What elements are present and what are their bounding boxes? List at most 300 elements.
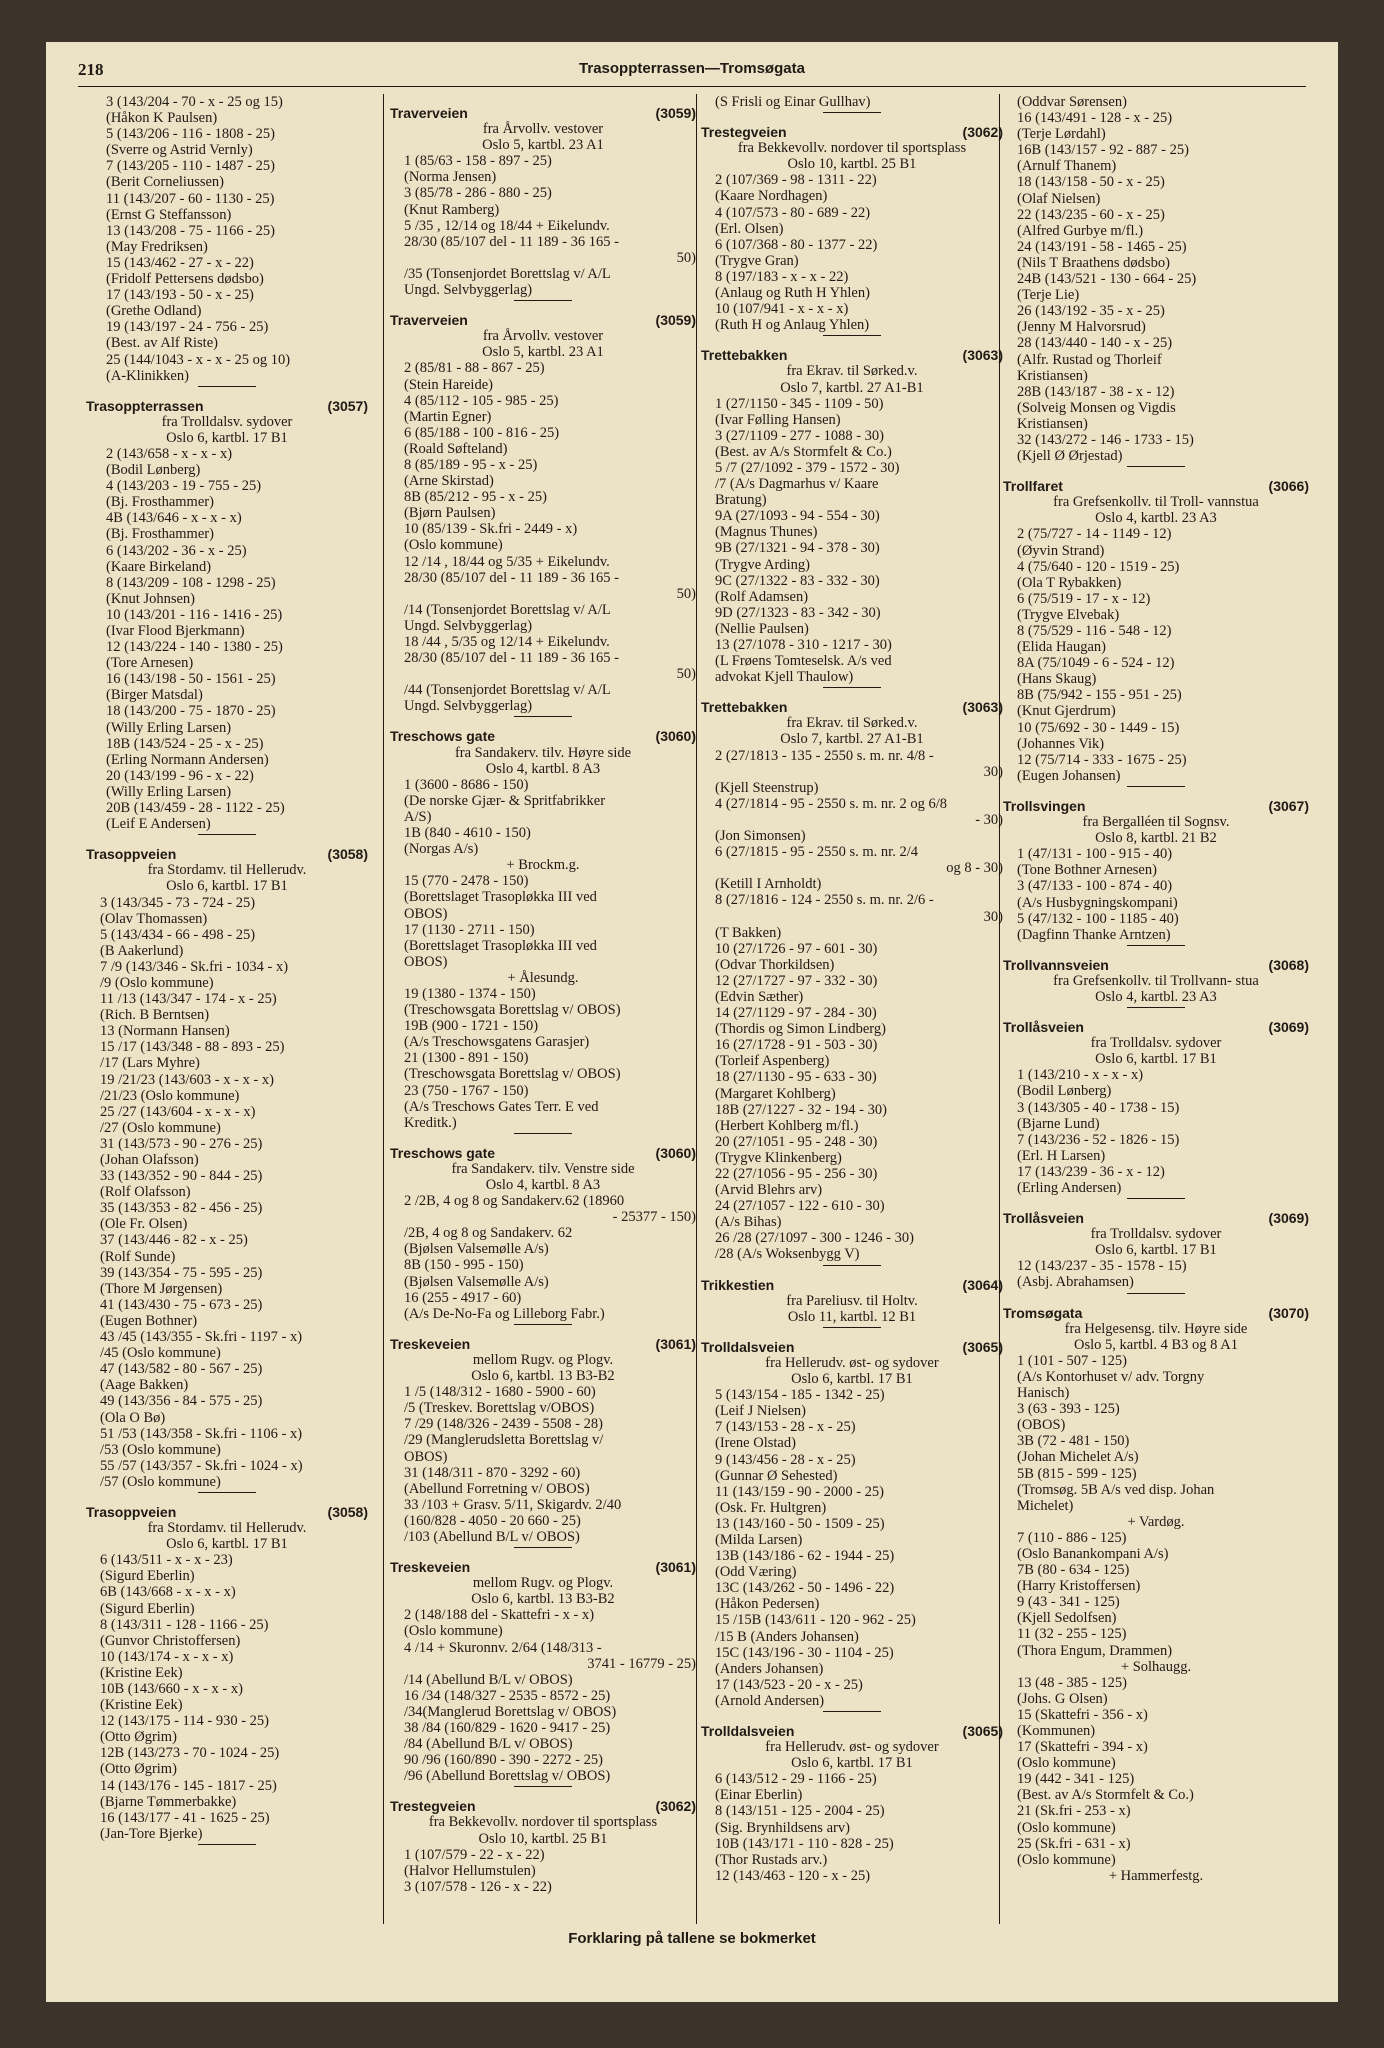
property-entry: 15 /17 (143/348 - 88 - 893 - 25) bbox=[100, 1039, 285, 1056]
property-entry: (Bj. Frosthammer) bbox=[106, 494, 214, 511]
property-entry: (Kjell Steenstrup) bbox=[715, 779, 819, 796]
street-description: fra Trolldalsv. sydover bbox=[1090, 1226, 1222, 1243]
property-entry: 17 (143/239 - 36 - x - 12) bbox=[1017, 1163, 1165, 1180]
property-entry: 30) bbox=[983, 908, 1003, 925]
property-entry: - 30) bbox=[975, 811, 1003, 828]
property-entry: (Kommunen) bbox=[1017, 1723, 1096, 1739]
property-entry: 3 (85/78 - 286 - 880 - 25) bbox=[404, 185, 552, 202]
section-divider bbox=[514, 1547, 572, 1548]
property-entry: (Johan Michelet A/s) bbox=[1017, 1449, 1139, 1466]
property-entry: 31 (148/311 - 870 - 3292 - 60) bbox=[404, 1464, 581, 1481]
property-entry: 1 (107/579 - 22 - x - 22) bbox=[404, 1846, 545, 1863]
property-entry: (Fridolf Pettersens dødsbo) bbox=[106, 271, 264, 288]
property-entry: 7 (143/236 - 52 - 1826 - 15) bbox=[1017, 1131, 1180, 1148]
street-heading bbox=[701, 124, 1003, 140]
property-entry: (Torleif Aspenberg) bbox=[715, 1053, 830, 1070]
street-name: Trollvannsveien bbox=[1003, 956, 1109, 973]
property-entry: /29 (Manglerudsletta Borettslag v/ bbox=[404, 1432, 604, 1449]
street-description: mellom Rugv. og Plogv. bbox=[472, 1351, 614, 1368]
street-name: Trasoppveien bbox=[86, 846, 177, 863]
street-description: fra Bekkevollv. nordover til sportsplass bbox=[428, 1814, 658, 1831]
property-entry: 1 (101 - 507 - 125) bbox=[1017, 1352, 1127, 1369]
property-entry: (Johan Olafsson) bbox=[100, 1152, 199, 1168]
property-entry: A/S) bbox=[404, 808, 432, 825]
property-entry: 10 (107/941 - x - x - x) bbox=[715, 301, 849, 318]
property-entry: 8 (85/189 - 95 - x - 25) bbox=[404, 456, 538, 473]
property-entry: (Håkon K Paulsen) bbox=[106, 110, 218, 127]
street-name: Trestegveien bbox=[390, 1798, 476, 1815]
street-code: (3067) bbox=[1268, 797, 1309, 814]
property-entry: /34(Manglerud Borettslag v/ OBOS) bbox=[404, 1703, 617, 1720]
property-entry: 55 /57 (143/357 - Sk.fri - 1024 - x) bbox=[100, 1457, 303, 1474]
property-entry: 16 /34 (148/327 - 2535 - 8572 - 25) bbox=[404, 1687, 611, 1704]
street-heading bbox=[390, 1798, 696, 1814]
property-entry: (Bodil Lønberg) bbox=[106, 462, 201, 479]
property-entry: 22 (27/1056 - 95 - 256 - 30) bbox=[715, 1166, 878, 1182]
property-entry: (Oslo kommune) bbox=[1017, 1755, 1116, 1772]
property-entry: (A/s Kontorhuset v/ adv. Torgny bbox=[1017, 1368, 1205, 1385]
property-entry: (Magnus Thunes) bbox=[715, 524, 818, 541]
property-entry: (Knut Gjerdrum) bbox=[1017, 703, 1116, 720]
property-entry: (Willy Erling Larsen) bbox=[106, 783, 232, 800]
property-entry: (A-Klinikken) bbox=[106, 367, 189, 384]
street-code: (3058) bbox=[327, 1503, 368, 1520]
property-entry: 15 (770 - 2478 - 150) bbox=[404, 873, 529, 890]
property-entry: 50) bbox=[676, 666, 696, 683]
property-entry: (Hans Skaug) bbox=[1017, 671, 1097, 688]
property-entry: (Bjarne Tømmerbakke) bbox=[100, 1793, 237, 1810]
property-entry: 16 (143/491 - 128 - x - 25) bbox=[1017, 110, 1173, 127]
property-entry: 2 (143/658 - x - x - x) bbox=[106, 445, 233, 462]
property-entry: 10B (143/171 - 110 - 828 - 25) bbox=[715, 1835, 894, 1852]
property-entry: 8B (85/212 - 95 - x - 25) bbox=[404, 489, 547, 506]
property-entry: (Harry Kristoffersen) bbox=[1017, 1578, 1141, 1595]
street-description: fra Sandakerv. tilv. Venstre side bbox=[451, 1160, 635, 1177]
property-entry: 25 /27 (143/604 - x - x - x) bbox=[100, 1103, 256, 1120]
column-2 bbox=[390, 94, 696, 1924]
section-divider bbox=[1127, 1198, 1185, 1199]
street-code: (3058) bbox=[327, 846, 368, 863]
property-entry: 9D (27/1323 - 83 - 342 - 30) bbox=[715, 604, 881, 621]
property-entry: 18B (27/1227 - 32 - 194 - 30) bbox=[715, 1101, 887, 1118]
property-entry: 38 /84 (160/829 - 1620 - 9417 - 25) bbox=[404, 1720, 611, 1736]
property-entry: 15C (143/196 - 30 - 1104 - 25) bbox=[715, 1644, 894, 1661]
property-entry: (Thordis og Simon Lindberg) bbox=[715, 1021, 886, 1038]
property-entry: Ungd. Selvbyggerlag) bbox=[404, 698, 533, 715]
street-name: Traverveien bbox=[390, 105, 468, 121]
street-code: (3060) bbox=[655, 1144, 696, 1161]
property-entry: (Treschowsgata Borettslag v/ OBOS) bbox=[404, 1002, 621, 1019]
property-entry: 9C (27/1322 - 83 - 332 - 30) bbox=[715, 572, 880, 589]
property-entry: 8 (143/209 - 108 - 1298 - 25) bbox=[106, 574, 276, 591]
property-entry: 8 (75/529 - 116 - 548 - 12) bbox=[1017, 623, 1172, 639]
property-entry: (Best. av Alf Riste) bbox=[106, 335, 218, 352]
property-entry: (Oddvar Sørensen) bbox=[1017, 94, 1127, 110]
property-entry: (Arne Skirstad) bbox=[404, 473, 494, 490]
street-heading bbox=[1003, 1210, 1309, 1226]
property-entry: /96 (Abellund Borettslag v/ OBOS) bbox=[404, 1768, 611, 1785]
property-entry: (Øyvin Strand) bbox=[1017, 542, 1105, 559]
property-entry: 21 (1300 - 891 - 150) bbox=[404, 1050, 529, 1067]
street-name: Traverveien bbox=[390, 312, 468, 329]
property-entry: (Erling Andersen) bbox=[1017, 1180, 1122, 1196]
street-description: fra Årvollv. vestover bbox=[482, 328, 604, 345]
property-entry: (A/s Treschowsgatens Garasjer) bbox=[404, 1034, 590, 1051]
section-divider bbox=[823, 1711, 881, 1712]
property-entry: (Herbert Kohlberg m/fl.) bbox=[715, 1117, 859, 1134]
property-entry: 28/30 (85/107 del - 11 189 - 36 165 - bbox=[404, 650, 619, 667]
property-entry: (Olav Thomassen) bbox=[100, 910, 208, 927]
property-entry: (Abellund Forretning v/ OBOS) bbox=[404, 1480, 590, 1497]
property-entry: 4 (27/1814 - 95 - 2550 s. m. nr. 2 og 6/8 bbox=[715, 795, 947, 812]
property-entry: /7 (A/s Dagmarhus v/ Kaare bbox=[715, 476, 879, 493]
property-entry: 12 /14 , 18/44 og 5/35 + Eikelundv. bbox=[404, 553, 610, 570]
header-rule bbox=[78, 86, 1306, 87]
property-entry: 10 (143/201 - 116 - 1416 - 25) bbox=[106, 606, 283, 623]
street-name: Treschows gate bbox=[390, 1144, 496, 1161]
street-description: fra Bergalléen til Sognsv. bbox=[1082, 814, 1230, 831]
property-entry: 18 (143/158 - 50 - x - 25) bbox=[1017, 174, 1165, 191]
property-entry: 18 /44 , 5/35 og 12/14 + Eikelundv. bbox=[404, 634, 610, 650]
property-entry: (Halvor Hellumstulen) bbox=[404, 1862, 536, 1879]
street-name: Trestegveien bbox=[701, 124, 787, 141]
property-entry: 5 /7 (27/1092 - 379 - 1572 - 30) bbox=[715, 459, 900, 476]
street-description: fra Stordamv. til Hellerudv. bbox=[147, 862, 307, 879]
street-description: fra Trolldalsv. sydover bbox=[161, 413, 293, 430]
property-entry: 9 (143/456 - 28 - x - 25) bbox=[715, 1451, 856, 1468]
street-description: Oslo 4, kartbl. 23 A3 bbox=[1095, 510, 1217, 527]
street-description: Oslo 6, kartbl. 17 B1 bbox=[791, 1755, 913, 1772]
property-entry: (Otto Øgrim) bbox=[100, 1729, 177, 1746]
street-heading bbox=[1003, 1019, 1309, 1035]
property-entry: (Trygve Gran) bbox=[715, 252, 799, 269]
property-entry: 28/30 (85/107 del - 11 189 - 36 165 - bbox=[404, 233, 619, 250]
street-description: Oslo 6, kartbl. 17 B1 bbox=[166, 878, 288, 895]
property-entry: 13C (143/262 - 50 - 1496 - 22) bbox=[715, 1580, 895, 1597]
property-entry: 10 (27/1726 - 97 - 601 - 30) bbox=[715, 940, 878, 957]
street-description: + Vardøg. bbox=[1127, 1513, 1185, 1530]
property-entry: 8A (75/1049 - 6 - 524 - 12) bbox=[1017, 655, 1175, 672]
street-heading bbox=[390, 312, 696, 328]
property-entry: (Jenny M Halvorsrud) bbox=[1017, 319, 1146, 336]
property-entry: 5 (143/434 - 66 - 498 - 25) bbox=[100, 926, 256, 943]
property-entry: /5 (Treskev. Borettslag v/OBOS) bbox=[404, 1400, 595, 1417]
street-name: Trasoppveien bbox=[86, 1503, 177, 1520]
section-divider bbox=[1127, 945, 1185, 946]
property-entry: 26 /28 (27/1097 - 300 - 1246 - 30) bbox=[715, 1230, 914, 1247]
property-entry: (L Frøens Tomteselsk. A/s ved bbox=[715, 653, 892, 670]
property-entry: advokat Kjell Thaulow) bbox=[715, 669, 854, 686]
property-entry: (Stein Hareide) bbox=[404, 376, 493, 393]
street-description: fra Årvollv. vestover bbox=[482, 121, 604, 138]
section-divider bbox=[514, 1133, 572, 1134]
street-name: Treskeveien bbox=[390, 1335, 471, 1352]
street-description: fra Ekrav. til Sørked.v. bbox=[786, 715, 918, 732]
property-entry: (Nils T Braathens dødsbo) bbox=[1017, 254, 1170, 271]
property-entry: (Johannes Vik) bbox=[1017, 735, 1105, 752]
street-heading bbox=[390, 1336, 696, 1352]
property-entry: /45 (Oslo kommune) bbox=[100, 1345, 221, 1362]
property-entry: (Bjølsen Valsemølle A/s) bbox=[404, 1273, 549, 1290]
property-entry: 8 (197/183 - x - x - 22) bbox=[715, 268, 849, 285]
property-entry: /84 (Abellund B/L v/ OBOS) bbox=[404, 1736, 573, 1753]
property-entry: 2 /2B, 4 og 8 og Sandakerv.62 (18960 bbox=[404, 1193, 625, 1210]
street-description: Oslo 10, kartbl. 25 B1 bbox=[787, 156, 917, 173]
property-entry: 20B (143/459 - 28 - 1122 - 25) bbox=[106, 800, 285, 817]
property-entry: (Kjell Sedolfsen) bbox=[1017, 1610, 1117, 1627]
property-entry: (Sigurd Eberlin) bbox=[100, 1600, 195, 1617]
property-entry: (Einar Eberlin) bbox=[715, 1787, 803, 1804]
property-entry: (Kaare Birkeland) bbox=[106, 558, 212, 575]
street-description: Oslo 6, kartbl. 17 B1 bbox=[166, 429, 288, 446]
property-entry: 6 (143/202 - 36 - x - 25) bbox=[106, 542, 247, 559]
property-entry: (Birger Matsdal) bbox=[106, 687, 203, 704]
property-entry: 17 (143/523 - 20 - x - 25) bbox=[715, 1676, 863, 1693]
property-entry: (Ruth H og Anlaug Yhlen) bbox=[715, 317, 870, 334]
property-entry: 10 (143/174 - x - x - x) bbox=[100, 1648, 234, 1665]
property-entry: 35 (143/353 - 82 - 456 - 25) bbox=[100, 1200, 263, 1217]
property-entry: 47 (143/582 - 80 - 567 - 25) bbox=[100, 1361, 263, 1378]
property-entry: 6 (85/188 - 100 - 816 - 25) bbox=[404, 424, 560, 441]
property-entry: (Eugen Bothner) bbox=[100, 1312, 198, 1329]
property-entry: (Milda Larsen) bbox=[715, 1531, 803, 1548]
property-entry: 90 /96 (160/890 - 390 - 2272 - 25) bbox=[404, 1752, 603, 1769]
street-description: + Solhaugg. bbox=[1120, 1658, 1192, 1675]
street-name: Trollåsveien bbox=[1003, 1210, 1084, 1227]
property-entry: (Jan-Tore Bjerke) bbox=[100, 1825, 203, 1842]
property-entry: (OBOS) bbox=[1017, 1417, 1066, 1434]
property-entry: 2 (148/188 del - Skattefri - x - x) bbox=[404, 1607, 595, 1624]
property-entry: 15 /15B (143/611 - 120 - 962 - 25) bbox=[715, 1612, 916, 1629]
property-entry: (Solveig Monsen og Vigdis bbox=[1017, 399, 1176, 416]
street-description: Oslo 11, kartbl. 12 B1 bbox=[787, 1308, 917, 1325]
street-description: Oslo 4, kartbl. 8 A3 bbox=[485, 1177, 601, 1193]
section-divider bbox=[198, 1492, 256, 1493]
property-entry: 2 (85/81 - 88 - 867 - 25) bbox=[404, 360, 545, 377]
property-entry: (Tone Bothner Arnesen) bbox=[1017, 862, 1157, 879]
property-entry: (Bjarne Lund) bbox=[1017, 1115, 1100, 1132]
section-divider bbox=[823, 1327, 881, 1328]
property-entry: (Terje Lie) bbox=[1017, 287, 1080, 304]
property-entry: (Dagfinn Thanke Arntzen) bbox=[1017, 926, 1171, 943]
property-entry: (Bodil Lønberg) bbox=[1017, 1083, 1112, 1100]
property-entry: (Arnulf Thanem) bbox=[1017, 158, 1117, 175]
street-description: Oslo 6, kartbl. 13 B3-B2 bbox=[471, 1591, 615, 1608]
property-entry: 13B (143/186 - 62 - 1944 - 25) bbox=[715, 1548, 895, 1565]
street-heading bbox=[390, 105, 696, 121]
property-entry: 9 (43 - 341 - 125) bbox=[1017, 1594, 1120, 1611]
property-entry: 9A (27/1093 - 94 - 554 - 30) bbox=[715, 508, 880, 525]
property-entry: 31 (143/573 - 90 - 276 - 25) bbox=[100, 1135, 263, 1152]
street-code: (3061) bbox=[655, 1335, 696, 1352]
street-description: fra Ekrav. til Sørked.v. bbox=[786, 363, 918, 380]
property-entry: 6 (75/519 - 17 - x - 12) bbox=[1017, 590, 1151, 607]
column-3 bbox=[701, 94, 1003, 1924]
property-entry: Michelet) bbox=[1017, 1497, 1074, 1514]
property-entry: 7 (143/205 - 110 - 1487 - 25) bbox=[106, 158, 276, 175]
section-divider bbox=[198, 834, 256, 835]
section-divider bbox=[198, 386, 256, 387]
property-entry: (Trygve Arding) bbox=[715, 556, 810, 573]
property-entry: (Edvin Sæther) bbox=[715, 988, 804, 1005]
property-entry: 3 (107/578 - 126 - x - 22) bbox=[404, 1878, 552, 1895]
property-entry: 12 (143/224 - 140 - 1380 - 25) bbox=[106, 639, 283, 656]
street-name: Tromsøgata bbox=[1003, 1304, 1083, 1321]
property-entry: og 8 - 30) bbox=[946, 860, 1003, 877]
property-entry: 16 (143/198 - 50 - 1561 - 25) bbox=[106, 671, 276, 688]
property-entry: Kristiansen) bbox=[1017, 367, 1088, 384]
property-entry: /14 (Abellund B/L v/ OBOS) bbox=[404, 1671, 573, 1688]
property-entry: 6 (107/368 - 80 - 1377 - 22) bbox=[715, 236, 878, 253]
directory-page bbox=[46, 42, 1338, 2002]
street-description: fra Hellerudv. øst- og sydover bbox=[765, 1354, 939, 1371]
property-entry: 5 (143/154 - 185 - 1342 - 25) bbox=[715, 1387, 885, 1404]
property-entry: 5 (143/206 - 116 - 1808 - 25) bbox=[106, 126, 276, 143]
property-entry: 8 (143/311 - 128 - 1166 - 25) bbox=[100, 1616, 269, 1633]
property-entry: (Thor Rustads arv.) bbox=[715, 1851, 828, 1868]
property-entry: 13 (143/208 - 75 - 1166 - 25) bbox=[106, 222, 276, 239]
property-entry: (Thore M Jørgensen) bbox=[100, 1280, 223, 1297]
street-code: (3061) bbox=[655, 1559, 696, 1576]
property-entry: 3 (143/305 - 40 - 1738 - 15) bbox=[1017, 1099, 1180, 1116]
street-description: fra Trolldalsv. sydover bbox=[1090, 1035, 1222, 1052]
property-entry: 10B (143/660 - x - x - x) bbox=[100, 1681, 243, 1697]
section-divider bbox=[514, 716, 572, 717]
street-description: fra Pareliusv. til Holtv. bbox=[786, 1292, 918, 1309]
property-entry: 17 (1130 - 2711 - 150) bbox=[404, 921, 535, 938]
street-description: + Ålesundg. bbox=[507, 969, 579, 986]
street-code: (3059) bbox=[655, 105, 696, 121]
street-name: Trolldalsveien bbox=[701, 1723, 795, 1739]
section-divider bbox=[514, 1786, 572, 1787]
property-entry: /57 (Oslo kommune) bbox=[100, 1473, 221, 1490]
section-divider bbox=[823, 687, 881, 688]
property-entry: (Håkon Pedersen) bbox=[715, 1596, 820, 1613]
street-code: (3066) bbox=[1268, 478, 1309, 495]
property-entry: (Trygve Elvebak) bbox=[1017, 606, 1120, 623]
street-name: Trolldalsveien bbox=[701, 1338, 795, 1355]
street-description: Oslo 5, kartbl. 4 B3 og 8 A1 bbox=[1074, 1336, 1238, 1353]
property-entry: (Kaare Nordhagen) bbox=[715, 188, 828, 205]
street-code: (3065) bbox=[962, 1723, 1003, 1739]
property-entry: (Norma Jensen) bbox=[404, 169, 497, 186]
property-entry: (De norske Gjær- & Spritfabrikker bbox=[404, 792, 606, 809]
property-entry: 3741 - 16779 - 25) bbox=[587, 1655, 696, 1672]
property-entry: 32 (143/272 - 146 - 1733 - 15) bbox=[1017, 431, 1194, 448]
property-entry: - 25377 - 150) bbox=[612, 1209, 696, 1226]
property-entry: 11 (143/159 - 90 - 2000 - 25) bbox=[715, 1483, 885, 1500]
property-entry: Hanisch) bbox=[1017, 1385, 1070, 1402]
street-heading bbox=[701, 699, 1003, 715]
street-heading bbox=[1003, 798, 1309, 814]
column-4 bbox=[1003, 94, 1309, 1924]
property-entry: /28 (A/s Woksenbygg V) bbox=[715, 1246, 860, 1263]
property-entry: (Alfred Gurbye m/fl.) bbox=[1017, 222, 1144, 239]
property-entry: 13 (27/1078 - 310 - 1217 - 30) bbox=[715, 637, 892, 653]
street-heading bbox=[86, 398, 368, 414]
property-entry: (Erl. Olsen) bbox=[715, 220, 784, 237]
property-entry: OBOS) bbox=[404, 953, 448, 970]
property-entry: 28B (143/187 - 38 - x - 12) bbox=[1017, 383, 1175, 400]
property-entry: (Otto Øgrim) bbox=[100, 1761, 177, 1778]
property-entry: 50) bbox=[676, 585, 696, 602]
street-heading bbox=[390, 728, 696, 744]
property-entry: 33 /103 + Grasv. 5/11, Skigardv. 2/40 bbox=[404, 1496, 622, 1513]
property-entry: 7 (110 - 886 - 125) bbox=[1017, 1529, 1127, 1546]
property-entry: 13 (143/160 - 50 - 1509 - 25) bbox=[715, 1515, 885, 1532]
property-entry: (Trygve Klinkenberg) bbox=[715, 1149, 842, 1166]
property-entry: (Willy Erling Larsen) bbox=[106, 719, 232, 736]
property-entry: (Grethe Odland) bbox=[106, 303, 202, 320]
property-entry: (Margaret Kohlberg) bbox=[715, 1085, 836, 1102]
property-entry: 12 (143/175 - 114 - 930 - 25) bbox=[100, 1713, 270, 1730]
property-entry: (Thora Engum, Drammen) bbox=[1017, 1642, 1173, 1659]
property-entry: (Oslo kommune) bbox=[404, 537, 503, 554]
property-entry: 13 (Normann Hansen) bbox=[100, 1023, 230, 1040]
column-divider bbox=[383, 94, 384, 1924]
property-entry: 15 (143/462 - 27 - x - 22) bbox=[106, 254, 254, 271]
street-description: fra Stordamv. til Hellerudv. bbox=[147, 1520, 307, 1537]
street-description: fra Helgesensg. tilv. Høyre side bbox=[1064, 1320, 1248, 1337]
property-entry: (Borettslaget Trasopløkka III ved bbox=[404, 937, 597, 954]
property-entry: 20 (27/1051 - 95 - 248 - 30) bbox=[715, 1133, 878, 1150]
property-entry: (Odvar Thorkildsen) bbox=[715, 956, 835, 973]
street-code: (3069) bbox=[1268, 1210, 1309, 1227]
street-description: + Hammerfestg. bbox=[1108, 1867, 1204, 1884]
street-description: fra Bekkevollv. nordover til sportsplass bbox=[737, 140, 967, 157]
property-entry: 33 (143/352 - 90 - 844 - 25) bbox=[100, 1168, 263, 1185]
property-entry: 14 (143/176 - 145 - 1817 - 25) bbox=[100, 1777, 277, 1794]
section-divider bbox=[823, 335, 881, 336]
street-heading bbox=[701, 1277, 1003, 1293]
property-entry: 23 (750 - 1767 - 150) bbox=[404, 1082, 529, 1099]
property-entry: /27 (Oslo kommune) bbox=[100, 1119, 221, 1136]
property-entry: /9 (Oslo kommune) bbox=[100, 974, 214, 991]
property-entry: 12 (143/463 - 120 - x - 25) bbox=[715, 1867, 871, 1884]
property-entry: (Leif E Andersen) bbox=[106, 816, 211, 833]
property-entry: (Oslo kommune) bbox=[1017, 1851, 1116, 1868]
property-entry: (Ivar Flood Bjerkmann) bbox=[106, 623, 245, 639]
property-entry: (Nellie Paulsen) bbox=[715, 620, 809, 637]
property-entry: (Knut Ramberg) bbox=[404, 201, 500, 218]
street-description: Oslo 4, kartbl. 8 A3 bbox=[485, 760, 601, 777]
property-entry: 11 /13 (143/347 - 174 - x - 25) bbox=[100, 991, 277, 1008]
property-entry: (Eugen Johansen) bbox=[1017, 767, 1121, 784]
property-entry: 12B (143/273 - 70 - 1024 - 25) bbox=[100, 1745, 280, 1762]
property-entry: 3 (47/133 - 100 - 874 - 40) bbox=[1017, 878, 1173, 895]
page-header bbox=[78, 60, 1306, 84]
property-entry: (Norgas A/s) bbox=[404, 841, 479, 858]
property-entry: 2 (75/727 - 14 - 1149 - 12) bbox=[1017, 526, 1172, 543]
street-description: + Brockm.g. bbox=[506, 857, 580, 874]
property-entry: (Oslo Banankompani A/s) bbox=[1017, 1545, 1169, 1562]
street-code: (3059) bbox=[655, 312, 696, 329]
street-name: Trollsvingen bbox=[1003, 797, 1086, 814]
property-entry: (Jon Simonsen) bbox=[715, 828, 806, 845]
property-entry: 19 /21/23 (143/603 - x - x - x) bbox=[100, 1071, 274, 1088]
property-entry: 4 (143/203 - 19 - 755 - 25) bbox=[106, 478, 262, 495]
property-entry: (Bj. Frosthammer) bbox=[106, 526, 214, 543]
property-entry: (Best. av A/s Stormfelt & Co.) bbox=[1017, 1787, 1194, 1804]
property-entry: 5 (47/132 - 100 - 1185 - 40) bbox=[1017, 910, 1179, 927]
street-description: fra Sandakerv. tilv. Høyre side bbox=[454, 744, 632, 761]
property-entry: (Erl. H Larsen) bbox=[1017, 1147, 1106, 1164]
property-entry: 8B (150 - 995 - 150) bbox=[404, 1257, 524, 1274]
property-entry: 1 (85/63 - 158 - 897 - 25) bbox=[404, 153, 552, 170]
property-entry: (Martin Egner) bbox=[404, 408, 492, 425]
property-entry: 12 (27/1727 - 97 - 332 - 30) bbox=[715, 972, 878, 989]
street-code: (3060) bbox=[655, 728, 696, 745]
